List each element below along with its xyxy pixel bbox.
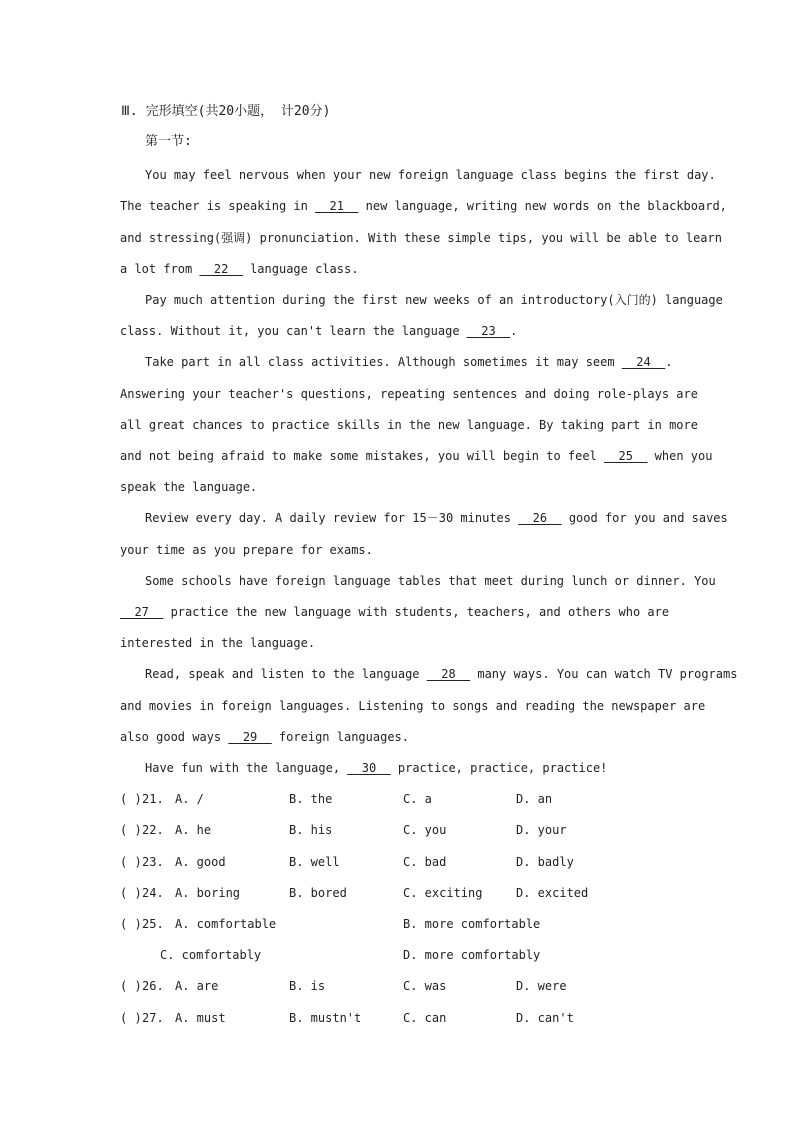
answer-paren[interactable]: ( ) bbox=[120, 792, 142, 806]
passage-text: also good ways bbox=[120, 730, 229, 744]
passage-text: . bbox=[510, 324, 518, 338]
option-d: D. excited bbox=[516, 886, 589, 900]
option-c: C. you bbox=[403, 823, 447, 837]
passage-text: foreign languages. bbox=[271, 730, 410, 744]
answer-paren[interactable]: ( ) bbox=[120, 886, 142, 900]
blank-24[interactable]: __24__ bbox=[621, 355, 666, 369]
option-a: A. he bbox=[175, 823, 212, 837]
passage-text: language class. bbox=[242, 262, 359, 276]
option-a: A. / bbox=[175, 792, 204, 806]
blank-23[interactable]: __23__ bbox=[466, 324, 511, 338]
passage-text: Review every day. A daily review for 15－30 minutes bbox=[145, 511, 519, 525]
passage-text: practice the new language with students, teachers, and others who are bbox=[163, 605, 670, 619]
answer-paren[interactable]: ( ) bbox=[120, 979, 142, 993]
option-b: B. his bbox=[289, 823, 333, 837]
passage-line bbox=[120, 323, 674, 339]
option-d: D. an bbox=[516, 792, 553, 806]
question-number: 27. bbox=[142, 1011, 164, 1025]
passage-text: many ways. You can watch TV programs bbox=[470, 667, 738, 681]
option-c: C. was bbox=[403, 979, 447, 993]
passage-text: when you bbox=[647, 449, 713, 463]
passage-text: The teacher is speaking in bbox=[120, 199, 316, 213]
passage-line: and stressing(强调) pronunciation. With these simple tips, you will be able to learn bbox=[120, 231, 722, 245]
option-b: B. mustn't bbox=[289, 1011, 362, 1025]
passage-text: a lot from bbox=[120, 262, 200, 276]
option-c: C. exciting bbox=[403, 886, 483, 900]
option-a: A. boring bbox=[175, 886, 241, 900]
passage-line bbox=[120, 261, 674, 277]
passage-line bbox=[145, 666, 738, 682]
blank-29[interactable]: __29__ bbox=[228, 730, 272, 744]
question-number: 21. bbox=[142, 792, 164, 806]
passage-line: Some schools have foreign language tables that meet during lunch or dinner. You bbox=[145, 574, 716, 588]
answer-paren[interactable]: ( ) bbox=[120, 1011, 142, 1025]
option-c: C. comfortably bbox=[160, 948, 262, 962]
option-c: C. bad bbox=[403, 855, 447, 869]
passage-text: and not being afraid to make some mistakes, you will begin to feel bbox=[120, 449, 605, 463]
question-number: 23. bbox=[142, 855, 164, 869]
option-a: A. are bbox=[175, 979, 219, 993]
passage-line: interested in the language. bbox=[120, 636, 316, 650]
passage-line bbox=[120, 729, 674, 745]
passage-text: Take part in all class activities. Although sometimes it may seem bbox=[145, 355, 622, 369]
question-number: 22. bbox=[142, 823, 164, 837]
passage-line bbox=[145, 510, 728, 526]
blank-27[interactable]: __27__ bbox=[120, 605, 164, 619]
passage-text: Read, speak and listen to the language bbox=[145, 667, 427, 681]
question-number: 24. bbox=[142, 886, 164, 900]
blank-21[interactable]: __21__ bbox=[315, 199, 359, 213]
section-subtitle: 第一节: bbox=[145, 134, 192, 149]
passage-line bbox=[145, 354, 674, 370]
passage-line bbox=[145, 760, 674, 776]
passage-text: Have fun with the language, bbox=[145, 761, 348, 775]
blank-28[interactable]: __28__ bbox=[426, 667, 471, 681]
option-d: D. were bbox=[516, 979, 567, 993]
option-c: C. a bbox=[403, 792, 432, 806]
option-b: B. is bbox=[289, 979, 326, 993]
option-d: D. more comfortably bbox=[403, 948, 541, 962]
option-d: D. badly bbox=[516, 855, 574, 869]
passage-line: Answering your teacher's questions, repeating sentences and doing role-plays are bbox=[120, 387, 698, 401]
passage-line bbox=[120, 604, 674, 620]
passage-line: and movies in foreign languages. Listening to songs and reading the newspaper are bbox=[120, 699, 706, 713]
option-c: C. can bbox=[403, 1011, 447, 1025]
passage-line: your time as you prepare for exams. bbox=[120, 543, 373, 557]
passage-text: new language, writing new words on the blackboard, bbox=[358, 199, 727, 213]
option-d: D. can't bbox=[516, 1011, 574, 1025]
blank-30[interactable]: __30__ bbox=[347, 761, 391, 775]
option-b: B. more comfortable bbox=[403, 917, 541, 931]
passage-text: good for you and saves bbox=[561, 511, 728, 525]
option-a: A. must bbox=[175, 1011, 226, 1025]
blank-22[interactable]: __22__ bbox=[199, 262, 243, 276]
section-title: Ⅲ. 完形填空(共20小题， 计20分) bbox=[121, 104, 331, 119]
passage-line: Pay much attention during the first new weeks of an introductory(入门的) language bbox=[145, 293, 723, 307]
option-a: A. good bbox=[175, 855, 226, 869]
passage-line: You may feel nervous when your new foreign language class begins the first day. bbox=[145, 168, 716, 182]
passage-text: practice, practice, practice! bbox=[390, 761, 608, 775]
question-number: 26. bbox=[142, 979, 164, 993]
passage-text: . bbox=[665, 355, 673, 369]
option-b: B. well bbox=[289, 855, 340, 869]
passage-line bbox=[120, 198, 727, 214]
option-d: D. your bbox=[516, 823, 567, 837]
blank-25[interactable]: __25__ bbox=[604, 449, 648, 463]
option-b: B. bored bbox=[289, 886, 347, 900]
blank-26[interactable]: __26__ bbox=[518, 511, 562, 525]
answer-paren[interactable]: ( ) bbox=[120, 823, 142, 837]
answer-paren[interactable]: ( ) bbox=[120, 855, 142, 869]
passage-line: all great chances to practice skills in the new language. By taking part in more bbox=[120, 418, 698, 432]
option-a: A. comfortable bbox=[175, 917, 277, 931]
answer-paren[interactable]: ( ) bbox=[120, 917, 142, 931]
passage-text: class. Without it, you can't learn the language bbox=[120, 324, 467, 338]
passage-line bbox=[120, 448, 713, 464]
option-b: B. the bbox=[289, 792, 333, 806]
passage-line: speak the language. bbox=[120, 480, 258, 494]
question-number: 25. bbox=[142, 917, 164, 931]
